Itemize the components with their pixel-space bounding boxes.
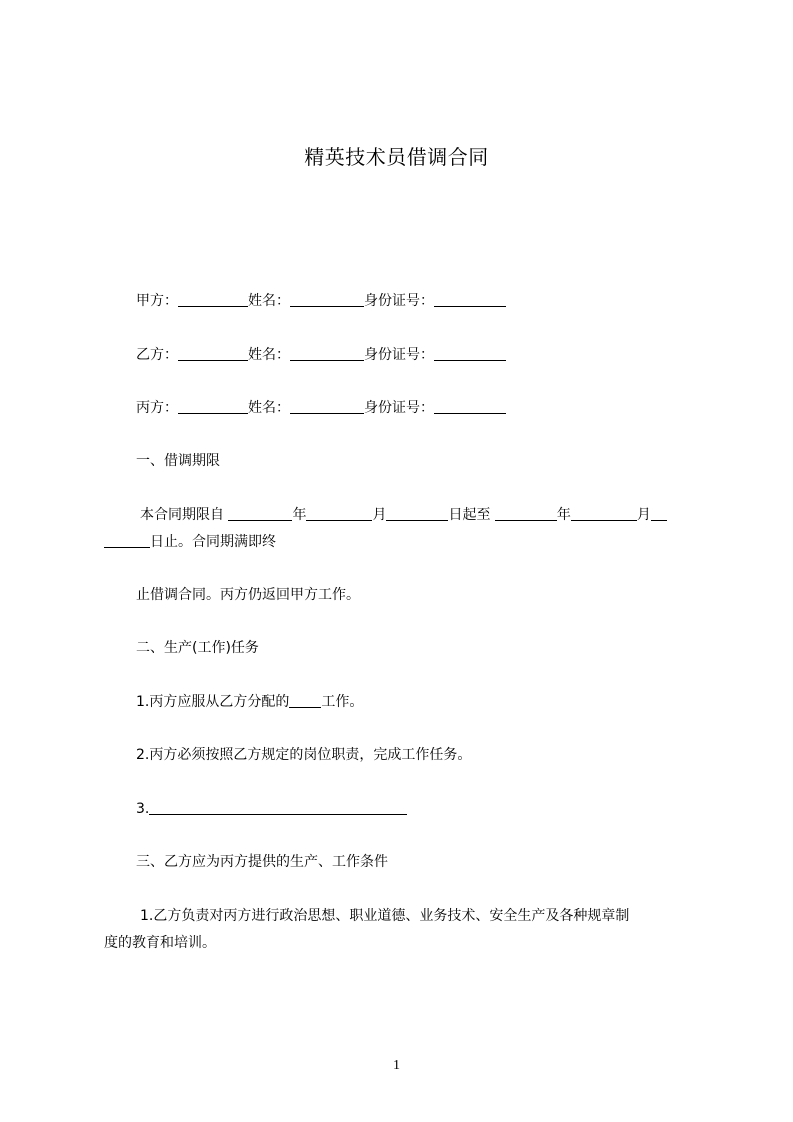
party-name-label: 姓名：: [248, 347, 290, 363]
section1-paragraph-2: 止借调合同。丙方仍返回甲方工作。: [136, 587, 360, 603]
party-row-bing: [136, 398, 506, 418]
party-id-label: 身份证号：: [364, 347, 434, 363]
item1-text-start: 1.丙方应服从乙方分配的: [136, 694, 290, 710]
party-role: 乙方：: [136, 347, 178, 363]
party-row-yi: [136, 345, 506, 365]
term-start-text: 本合同期限自: [140, 507, 224, 523]
start-day-blank: [386, 506, 448, 521]
term-end-text: 日止。合同期满即终: [150, 534, 276, 550]
section1-paragraph-line2: [104, 532, 276, 552]
section3-item-1-line1: 1.乙方负责对丙方进行政治思想、职业道德、业务技术、安全生产及各种规章制: [140, 908, 630, 924]
section2-heading: 二、生产(工作)任务: [136, 640, 259, 656]
name-blank: [290, 346, 364, 361]
party-blank: [178, 292, 248, 307]
section1-paragraph-line1: [140, 505, 667, 525]
party-role: 甲方：: [136, 293, 178, 309]
name-blank: [290, 292, 364, 307]
party-blank: [178, 399, 248, 414]
item1-text-end: 工作。: [321, 694, 364, 710]
end-year-blank: [495, 506, 557, 521]
work-blank: [289, 693, 321, 708]
month-label: 月: [372, 507, 387, 523]
year-label: 年: [292, 507, 307, 523]
end-day-blank-part1: [651, 506, 667, 521]
id-blank: [434, 399, 506, 414]
section3-heading: 三、乙方应为丙方提供的生产、工作条件: [136, 854, 388, 870]
section2-item-2: 2.丙方必须按照乙方规定的岗位职责，完成工作任务。: [136, 747, 472, 763]
party-name-label: 姓名：: [248, 293, 290, 309]
item3-number: 3.: [136, 801, 150, 817]
section2-item-1: [136, 692, 363, 712]
id-blank: [434, 346, 506, 361]
party-blank: [178, 346, 248, 361]
name-blank: [290, 399, 364, 414]
end-month-blank: [571, 506, 637, 521]
id-blank: [434, 292, 506, 307]
party-name-label: 姓名：: [248, 400, 290, 416]
start-year-blank: [228, 506, 292, 521]
page-number: 1: [393, 1058, 400, 1073]
document-title: 精英技术员借调合同: [304, 145, 489, 169]
party-row-jia: [136, 291, 506, 311]
end-day-blank-part2: [104, 533, 150, 548]
party-id-label: 身份证号：: [364, 293, 434, 309]
day-label: 日起至: [448, 507, 491, 523]
section1-heading: 一、借调期限: [136, 453, 220, 469]
month-label: 月: [636, 507, 651, 523]
item3-blank: [149, 800, 407, 815]
party-id-label: 身份证号：: [364, 400, 434, 416]
section2-item-3: [136, 799, 407, 819]
party-role: 丙方：: [136, 400, 178, 416]
section3-item-1-line2: 度的教育和培训。: [104, 935, 216, 951]
year-label: 年: [556, 507, 571, 523]
start-month-blank: [306, 506, 372, 521]
